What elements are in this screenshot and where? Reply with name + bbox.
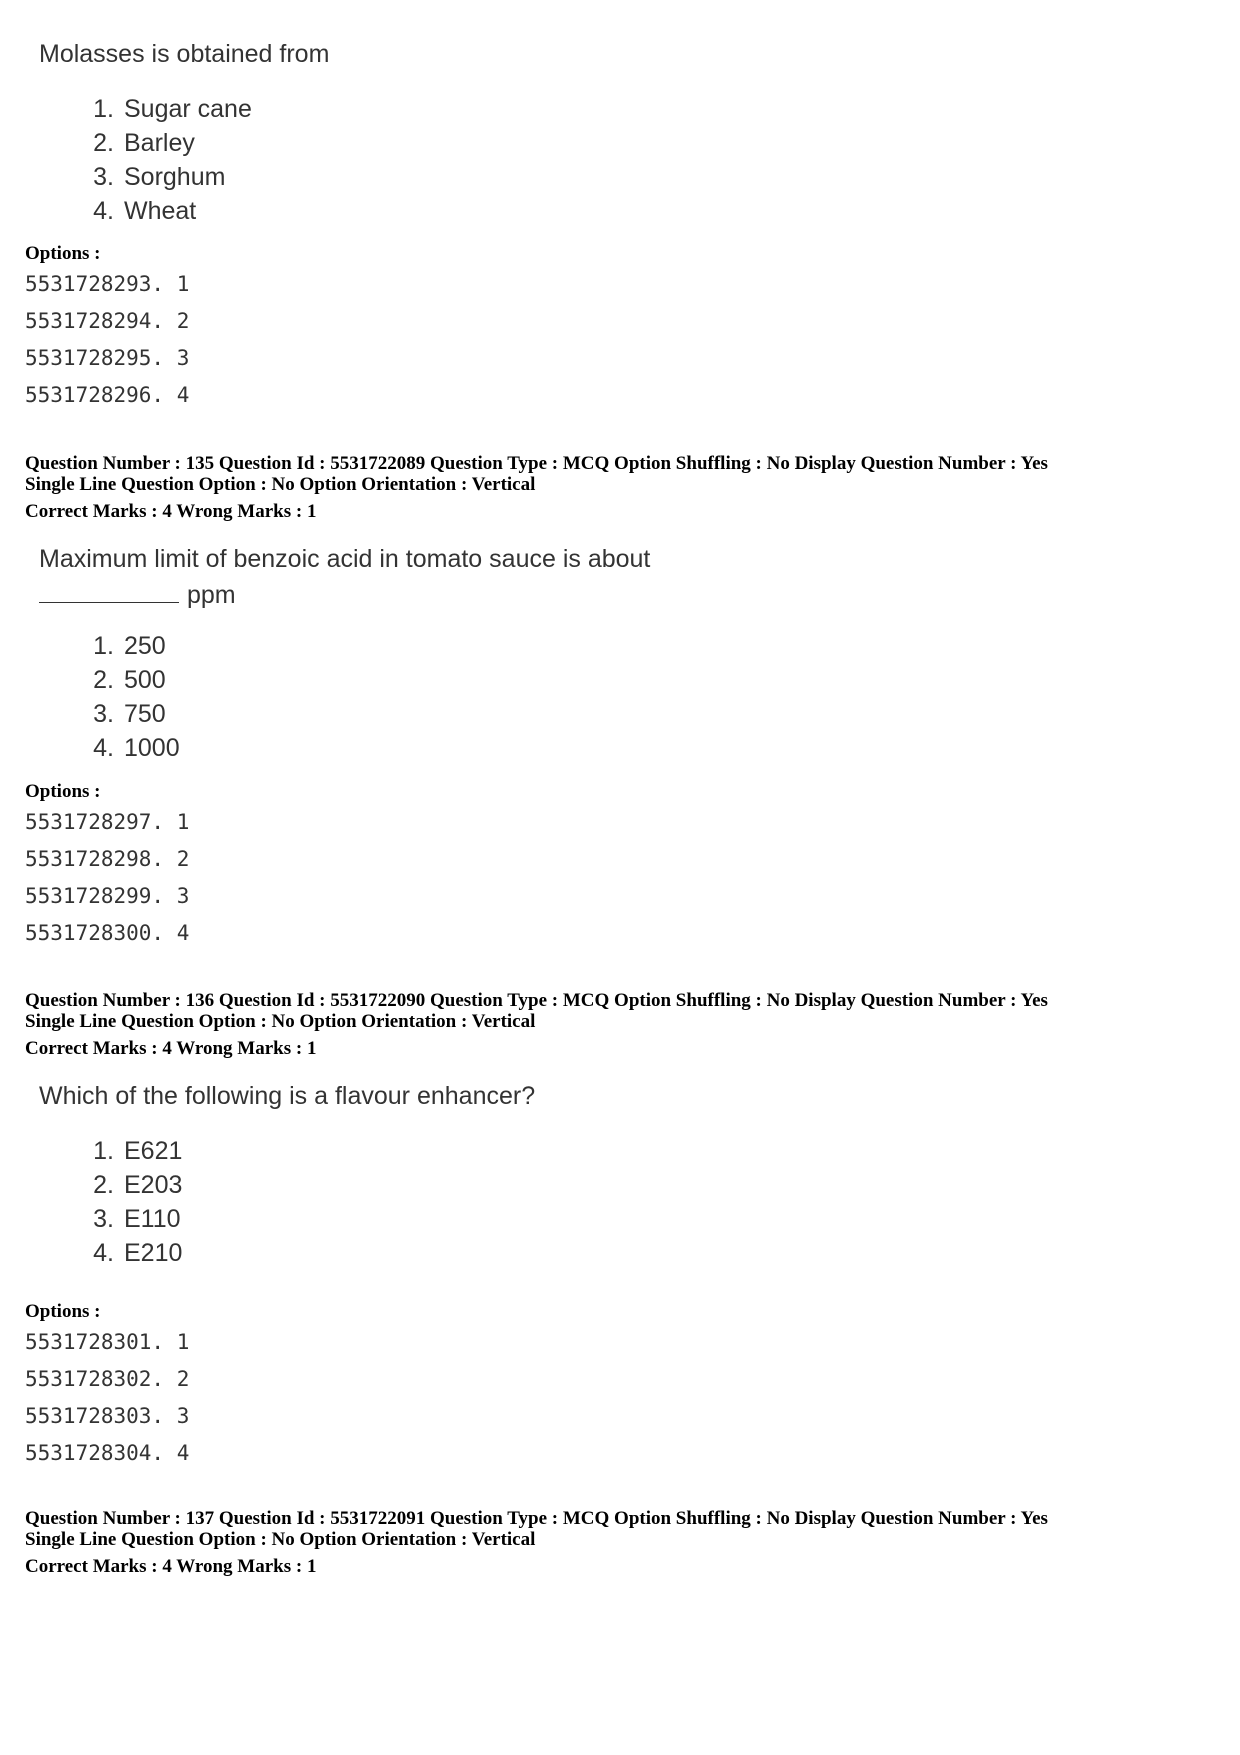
choice-item: 1. 250: [93, 632, 166, 660]
option-row: 5531728300. 4: [25, 921, 190, 945]
option-row: 5531728302. 2: [25, 1367, 190, 1391]
choice-item: 3. 750: [93, 700, 166, 728]
option-row: 5531728298. 2: [25, 847, 190, 871]
question-meta-line: Single Line Question Option : No Option Orientation : Vertical: [25, 474, 536, 495]
question-marks: Correct Marks : 4 Wrong Marks : 1: [25, 1038, 317, 1059]
choice-item: 2. 500: [93, 666, 166, 694]
question-marks: Correct Marks : 4 Wrong Marks : 1: [25, 501, 317, 522]
choice-item: 4. Wheat: [93, 197, 197, 225]
question-134-choices: [30, 92, 329, 228]
option-row: 5531728293. 1: [25, 272, 190, 296]
question-136-meta: [25, 990, 1048, 1059]
choice-item: 3. E110: [93, 1205, 181, 1233]
question-135-stem-line2: ppm: [30, 577, 650, 613]
choice-item: 4. E210: [93, 1239, 183, 1267]
option-row: 5531728296. 4: [25, 383, 190, 407]
question-137-meta: [25, 1508, 1048, 1577]
question-136-choices: [30, 1134, 535, 1270]
choice-item: 3. Sorghum: [93, 163, 226, 191]
question-134-options: [25, 266, 189, 414]
option-row: 5531728304. 4: [25, 1441, 190, 1465]
options-label: Options :: [25, 781, 101, 802]
question-meta-line: Question Number : 135 Question Id : 5531722089 Question Type : MCQ Option Shuffling : No Display Question Number : Yes: [25, 453, 1048, 474]
option-row: 5531728301. 1: [25, 1330, 190, 1354]
question-134-image: [30, 36, 329, 228]
question-marks: Correct Marks : 4 Wrong Marks : 1: [25, 1556, 317, 1577]
question-meta-line: Question Number : 137 Question Id : 5531722091 Question Type : MCQ Option Shuffling : No Display Question Number : Yes: [25, 1508, 1048, 1529]
choice-item: 4. 1000: [93, 734, 180, 762]
question-135-options: [25, 804, 189, 952]
option-row: 5531728303. 3: [25, 1404, 190, 1428]
question-136-stem: Which of the following is a flavour enhancer?: [39, 1082, 536, 1110]
question-134-stem: Molasses is obtained from: [39, 40, 330, 68]
question-136-image: [30, 1078, 535, 1270]
question-136-options: [25, 1324, 189, 1472]
question-meta-line: Single Line Question Option : No Option Orientation : Vertical: [25, 1529, 536, 1550]
option-row: 5531728299. 3: [25, 884, 190, 908]
options-label: Options :: [25, 1301, 101, 1322]
question-meta-line: Question Number : 136 Question Id : 5531722090 Question Type : MCQ Option Shuffling : No Display Question Number : Yes: [25, 990, 1048, 1011]
choice-item: 1. E621: [93, 1137, 183, 1165]
question-meta-line: Single Line Question Option : No Option Orientation : Vertical: [25, 1011, 536, 1032]
question-135-meta: [25, 453, 1048, 522]
option-row: 5531728297. 1: [25, 810, 190, 834]
question-135-image: [30, 541, 650, 765]
options-label: Options :: [25, 243, 101, 264]
question-135-stem: Maximum limit of benzoic acid in tomato sauce is about: [39, 545, 651, 573]
option-row: 5531728294. 2: [25, 309, 190, 333]
choice-item: 2. E203: [93, 1171, 183, 1199]
choice-item: 2. Barley: [93, 129, 195, 157]
option-row: 5531728295. 3: [25, 346, 190, 370]
choice-item: 1. Sugar cane: [93, 95, 252, 123]
answer-blank: [39, 580, 179, 603]
question-135-choices: [30, 629, 650, 765]
